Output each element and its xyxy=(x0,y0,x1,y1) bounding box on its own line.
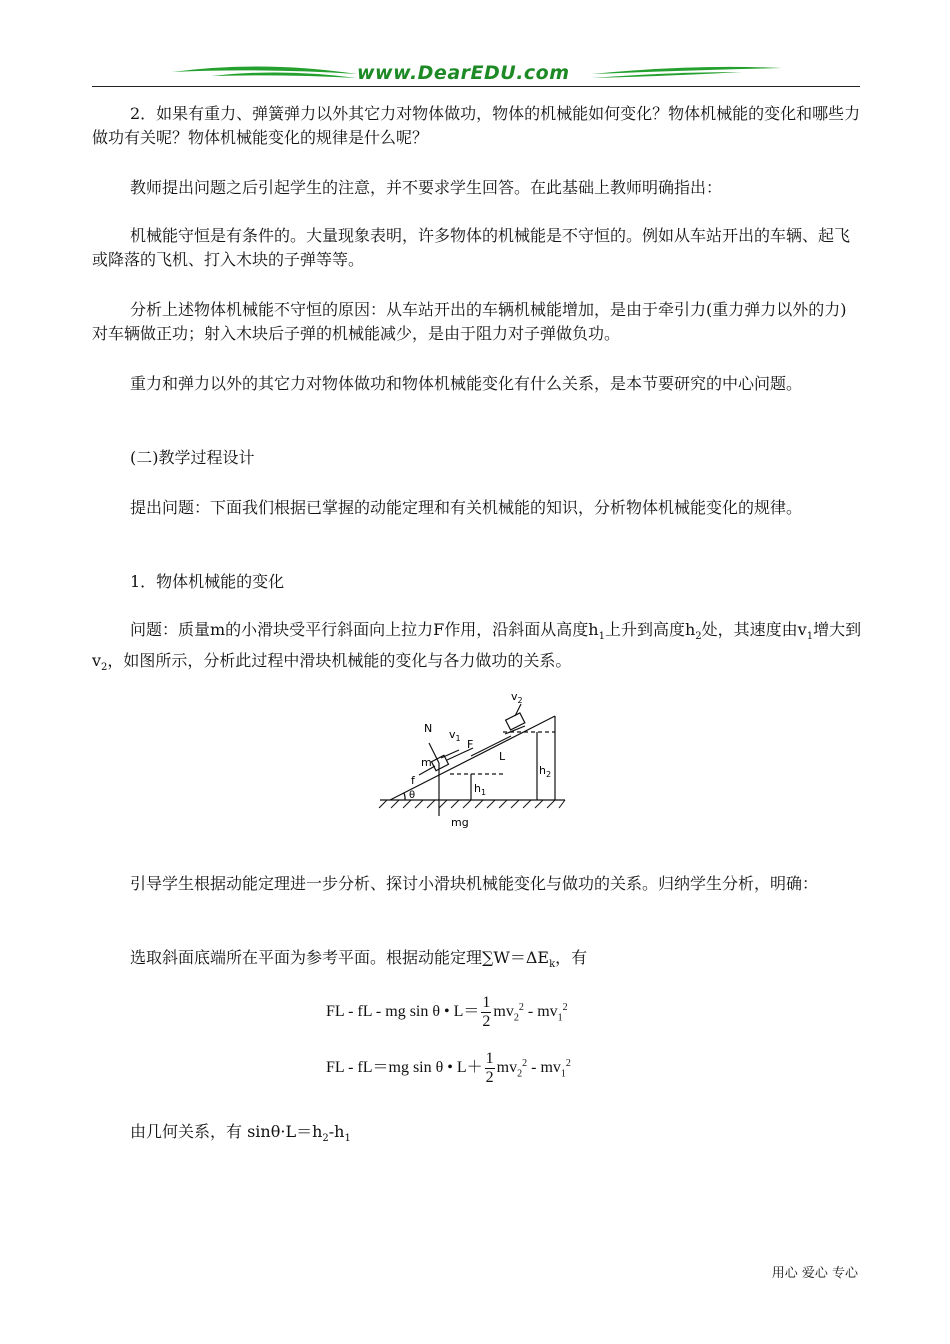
label-friction: f xyxy=(411,774,415,787)
paragraph-central-question: 重力和弹力以外的其它力对物体做功和物体机械能变化有什么关系，是本节要研究的中心问题。 xyxy=(130,374,803,393)
section-heading-1: 1．物体机械能的变化 xyxy=(130,572,285,591)
paragraph-geometry: 由几何关系，有 $\sin\theta\cdot L=h_2-h_1$ xyxy=(130,1122,351,1145)
paragraph-guide: 引导学生根据动能定理进一步分析、探讨小滑块机械能变化与做功的关系。归纳学生分析，明确： xyxy=(130,874,819,893)
label-f-force: F xyxy=(467,738,474,751)
label-h1: $h_1$ xyxy=(474,782,487,797)
paragraph-problem: 问题：质量m的小滑块受平行斜面向上拉力F作用，沿斜面从高度$h_1$上升到高度$h_2$处，其速度由$v_1$增大到$v_2$，如图所示，分析此过程中滑块机械能的变化与各力做功的关系。 xyxy=(92,620,862,674)
label-m: m xyxy=(421,756,432,769)
label-v1: $v_1$ xyxy=(449,728,461,743)
label-l: L xyxy=(499,750,506,763)
paragraph-teacher-note: 教师提出问题之后引起学生的注意，并不要求学生回答。在此基础上教师明确指出： xyxy=(130,178,723,197)
incline-diagram xyxy=(375,686,575,830)
label-mg: mg xyxy=(451,816,469,829)
footer-slogan: 用心 爱心 专心 xyxy=(771,1266,858,1281)
formula-1: FL - fL - mg sin θ • L＝ $\frac{1}{2}$ $mv_2^2 - mv_1^2$ xyxy=(326,994,568,1030)
section-heading-process: (二)教学过程设计 xyxy=(130,448,255,467)
label-n: N xyxy=(424,722,433,735)
paragraph-raise-question: 提出问题：下面我们根据已掌握的动能定理和有关机械能的知识，分析物体机械能变化的规律。 xyxy=(130,498,803,517)
label-h2: $h_2$ xyxy=(539,764,552,779)
header-divider xyxy=(92,86,860,87)
paragraph-conservation-condition: 机械能守恒是有条件的。大量现象表明，许多物体的机械能是不守恒的。例如从车站开出的车辆、起飞或降落的飞机、打入木块的子弹等等。 xyxy=(92,226,851,269)
site-logo-text[interactable]: www.DearEDU.com xyxy=(357,62,570,84)
label-v2: $v_2$ xyxy=(511,690,523,705)
label-theta: θ xyxy=(409,790,416,801)
paragraph-reference-plane: 选取斜面底端所在平面为参考平面。根据动能定理$\sum W=\Delta E_k$，有 xyxy=(130,948,588,971)
formula-2: FL - fL＝mg sin θ • L＋ $\frac{1}{2}$ $mv_2^2 - mv_1^2$ xyxy=(326,1050,571,1086)
paragraph-question-2: 2．如果有重力、弹簧弹力以外其它力对物体做功，物体的机械能如何变化？物体机械能的变化和哪些力做功有关呢？物体机械能变化的规律是什么呢？ xyxy=(92,104,861,147)
paragraph-cause-analysis: 分析上述物体机械能不守恒的原因：从车站开出的车辆机械能增加，是由于牵引力(重力弹力以外的力)对车辆做正功；射入木块后子弹的机械能减少，是由于阻力对子弹做负功。 xyxy=(92,300,847,343)
